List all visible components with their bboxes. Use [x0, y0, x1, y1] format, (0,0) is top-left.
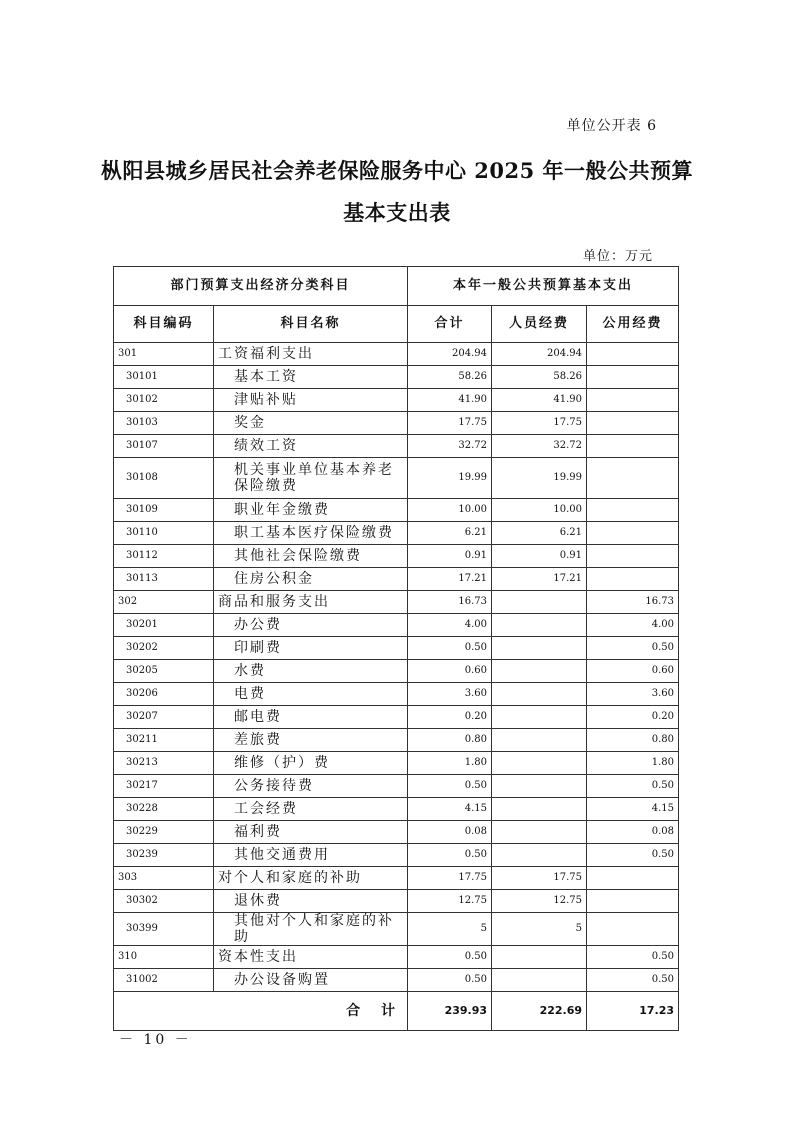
table-row — [114, 844, 679, 867]
header-personnel: 人员经费 — [492, 306, 587, 343]
row-code: 30113 — [114, 568, 214, 591]
row-total: 17.75 — [408, 412, 492, 435]
row-code: 30207 — [114, 706, 214, 729]
table-row — [114, 890, 679, 913]
table-row — [114, 913, 679, 946]
header-total: 合计 — [408, 306, 492, 343]
row-personnel — [492, 969, 587, 992]
row-name: 工会经费 — [214, 798, 408, 821]
row-name: 资本性支出 — [214, 946, 408, 969]
row-name: 职工基本医疗保险缴费 — [214, 522, 408, 545]
row-public: 0.50 — [587, 775, 679, 798]
table-row — [114, 343, 679, 366]
row-name: 办公设备购置 — [214, 969, 408, 992]
row-personnel: 0.91 — [492, 545, 587, 568]
row-public — [587, 435, 679, 458]
row-name: 住房公积金 — [214, 568, 408, 591]
document-subtitle: 基本支出表 — [343, 200, 451, 225]
header-name: 科目名称 — [214, 306, 408, 343]
row-code: 30213 — [114, 752, 214, 775]
row-code: 30399 — [114, 913, 214, 946]
row-personnel — [492, 706, 587, 729]
row-public — [587, 522, 679, 545]
table-row — [114, 660, 679, 683]
header-code: 科目编码 — [114, 306, 214, 343]
table-row — [114, 775, 679, 798]
row-public: 16.73 — [587, 591, 679, 614]
row-code: 30109 — [114, 499, 214, 522]
row-public — [587, 412, 679, 435]
row-personnel: 204.94 — [492, 343, 587, 366]
row-total: 0.20 — [408, 706, 492, 729]
row-personnel — [492, 752, 587, 775]
row-personnel: 17.21 — [492, 568, 587, 591]
row-personnel — [492, 614, 587, 637]
row-total: 32.72 — [408, 435, 492, 458]
row-code: 30101 — [114, 366, 214, 389]
row-personnel — [492, 775, 587, 798]
row-total: 41.90 — [408, 389, 492, 412]
row-total: 0.80 — [408, 729, 492, 752]
row-personnel: 10.00 — [492, 499, 587, 522]
row-personnel: 12.75 — [492, 890, 587, 913]
total-row — [114, 992, 679, 1031]
row-public: 0.50 — [587, 969, 679, 992]
row-code: 310 — [114, 946, 214, 969]
row-name: 基本工资 — [214, 366, 408, 389]
header-row-groups — [114, 267, 679, 306]
row-total: 1.80 — [408, 752, 492, 775]
row-public: 4.15 — [587, 798, 679, 821]
row-personnel — [492, 637, 587, 660]
unit-label: 单位：万元 — [582, 249, 653, 264]
row-public — [587, 867, 679, 890]
table-row — [114, 867, 679, 890]
table-row — [114, 435, 679, 458]
row-total: 6.21 — [408, 522, 492, 545]
row-personnel: 58.26 — [492, 366, 587, 389]
row-code: 30217 — [114, 775, 214, 798]
row-public — [587, 343, 679, 366]
table-row — [114, 568, 679, 591]
row-name: 职业年金缴费 — [214, 499, 408, 522]
table-row — [114, 499, 679, 522]
row-code: 30239 — [114, 844, 214, 867]
row-total: 3.60 — [408, 683, 492, 706]
row-personnel — [492, 660, 587, 683]
header-economic-classification: 部门预算支出经济分类科目 — [114, 267, 408, 306]
row-code: 31002 — [114, 969, 214, 992]
row-public — [587, 568, 679, 591]
document-title: 枞阳县城乡居民社会养老保险服务中心 2025 年一般公共预算 — [100, 158, 694, 183]
row-personnel: 6.21 — [492, 522, 587, 545]
row-code: 30102 — [114, 389, 214, 412]
row-name: 商品和服务支出 — [214, 591, 408, 614]
row-public: 1.80 — [587, 752, 679, 775]
table-row — [114, 637, 679, 660]
row-total: 0.50 — [408, 637, 492, 660]
total-public: 17.23 — [587, 992, 679, 1031]
row-name: 绩效工资 — [214, 435, 408, 458]
row-code: 30228 — [114, 798, 214, 821]
total-sum: 239.93 — [408, 992, 492, 1031]
row-public: 0.50 — [587, 637, 679, 660]
table-row — [114, 706, 679, 729]
row-public — [587, 499, 679, 522]
row-total: 5 — [408, 913, 492, 946]
row-total: 0.50 — [408, 775, 492, 798]
row-public — [587, 890, 679, 913]
row-total: 12.75 — [408, 890, 492, 913]
table-row — [114, 458, 679, 499]
header-row-columns — [114, 306, 679, 343]
row-personnel — [492, 798, 587, 821]
row-public — [587, 913, 679, 946]
table-row — [114, 729, 679, 752]
table-row — [114, 412, 679, 435]
table-row — [114, 969, 679, 992]
row-name: 其他交通费用 — [214, 844, 408, 867]
row-total: 4.00 — [408, 614, 492, 637]
row-personnel: 19.99 — [492, 458, 587, 499]
header-basic-expenditure: 本年一般公共预算基本支出 — [408, 267, 679, 306]
row-name: 公务接待费 — [214, 775, 408, 798]
row-personnel: 17.75 — [492, 867, 587, 890]
row-total: 0.91 — [408, 545, 492, 568]
row-name: 印刷费 — [214, 637, 408, 660]
row-personnel — [492, 729, 587, 752]
row-name: 福利费 — [214, 821, 408, 844]
row-personnel: 17.75 — [492, 412, 587, 435]
row-code: 30302 — [114, 890, 214, 913]
row-code: 301 — [114, 343, 214, 366]
table-row — [114, 545, 679, 568]
row-public: 0.60 — [587, 660, 679, 683]
row-personnel — [492, 844, 587, 867]
row-name: 其他对个人和家庭的补助 — [214, 913, 408, 946]
row-name: 水费 — [214, 660, 408, 683]
row-personnel: 5 — [492, 913, 587, 946]
table-row — [114, 821, 679, 844]
row-code: 30229 — [114, 821, 214, 844]
row-public: 4.00 — [587, 614, 679, 637]
row-name: 邮电费 — [214, 706, 408, 729]
row-name: 奖金 — [214, 412, 408, 435]
table-row — [114, 798, 679, 821]
row-public: 3.60 — [587, 683, 679, 706]
row-public: 0.08 — [587, 821, 679, 844]
table-row — [114, 946, 679, 969]
total-label: 合 计 — [114, 992, 408, 1031]
row-total: 0.60 — [408, 660, 492, 683]
row-name: 机关事业单位基本养老保险缴费 — [214, 458, 408, 499]
row-code: 30205 — [114, 660, 214, 683]
table-row — [114, 522, 679, 545]
table-row — [114, 752, 679, 775]
row-total: 58.26 — [408, 366, 492, 389]
row-total: 16.73 — [408, 591, 492, 614]
row-code: 30211 — [114, 729, 214, 752]
row-personnel — [492, 683, 587, 706]
row-total: 19.99 — [408, 458, 492, 499]
row-personnel — [492, 591, 587, 614]
table-row — [114, 614, 679, 637]
row-code: 302 — [114, 591, 214, 614]
table-row — [114, 683, 679, 706]
row-total: 10.00 — [408, 499, 492, 522]
row-code: 30110 — [114, 522, 214, 545]
row-total: 4.15 — [408, 798, 492, 821]
row-name: 退休费 — [214, 890, 408, 913]
row-code: 30112 — [114, 545, 214, 568]
row-personnel — [492, 946, 587, 969]
row-personnel — [492, 821, 587, 844]
row-name: 电费 — [214, 683, 408, 706]
row-code: 30201 — [114, 614, 214, 637]
row-personnel: 32.72 — [492, 435, 587, 458]
row-code: 30103 — [114, 412, 214, 435]
row-name: 其他社会保险缴费 — [214, 545, 408, 568]
budget-table — [113, 266, 679, 1031]
row-name: 差旅费 — [214, 729, 408, 752]
table-row — [114, 366, 679, 389]
row-total: 0.50 — [408, 946, 492, 969]
row-public — [587, 545, 679, 568]
row-public — [587, 366, 679, 389]
table-row — [114, 591, 679, 614]
row-total: 204.94 — [408, 343, 492, 366]
row-code: 30202 — [114, 637, 214, 660]
row-public: 0.20 — [587, 706, 679, 729]
row-total: 0.08 — [408, 821, 492, 844]
row-total: 17.21 — [408, 568, 492, 591]
row-public: 0.80 — [587, 729, 679, 752]
row-personnel: 41.90 — [492, 389, 587, 412]
total-personnel: 222.69 — [492, 992, 587, 1031]
header-public: 公用经费 — [587, 306, 679, 343]
row-public — [587, 389, 679, 412]
row-public: 0.50 — [587, 844, 679, 867]
row-name: 对个人和家庭的补助 — [214, 867, 408, 890]
row-name: 办公费 — [214, 614, 408, 637]
row-total: 0.50 — [408, 844, 492, 867]
row-name: 工资福利支出 — [214, 343, 408, 366]
row-code: 30108 — [114, 458, 214, 499]
row-name: 津贴补贴 — [214, 389, 408, 412]
row-code: 30206 — [114, 683, 214, 706]
table-body — [114, 343, 679, 992]
row-total: 17.75 — [408, 867, 492, 890]
row-public — [587, 458, 679, 499]
row-code: 303 — [114, 867, 214, 890]
row-name: 维修（护）费 — [214, 752, 408, 775]
row-total: 0.50 — [408, 969, 492, 992]
table-number: 单位公开表 6 — [566, 118, 657, 134]
table-row — [114, 389, 679, 412]
row-public: 0.50 — [587, 946, 679, 969]
page-number: － 10 － — [119, 1032, 192, 1048]
row-code: 30107 — [114, 435, 214, 458]
